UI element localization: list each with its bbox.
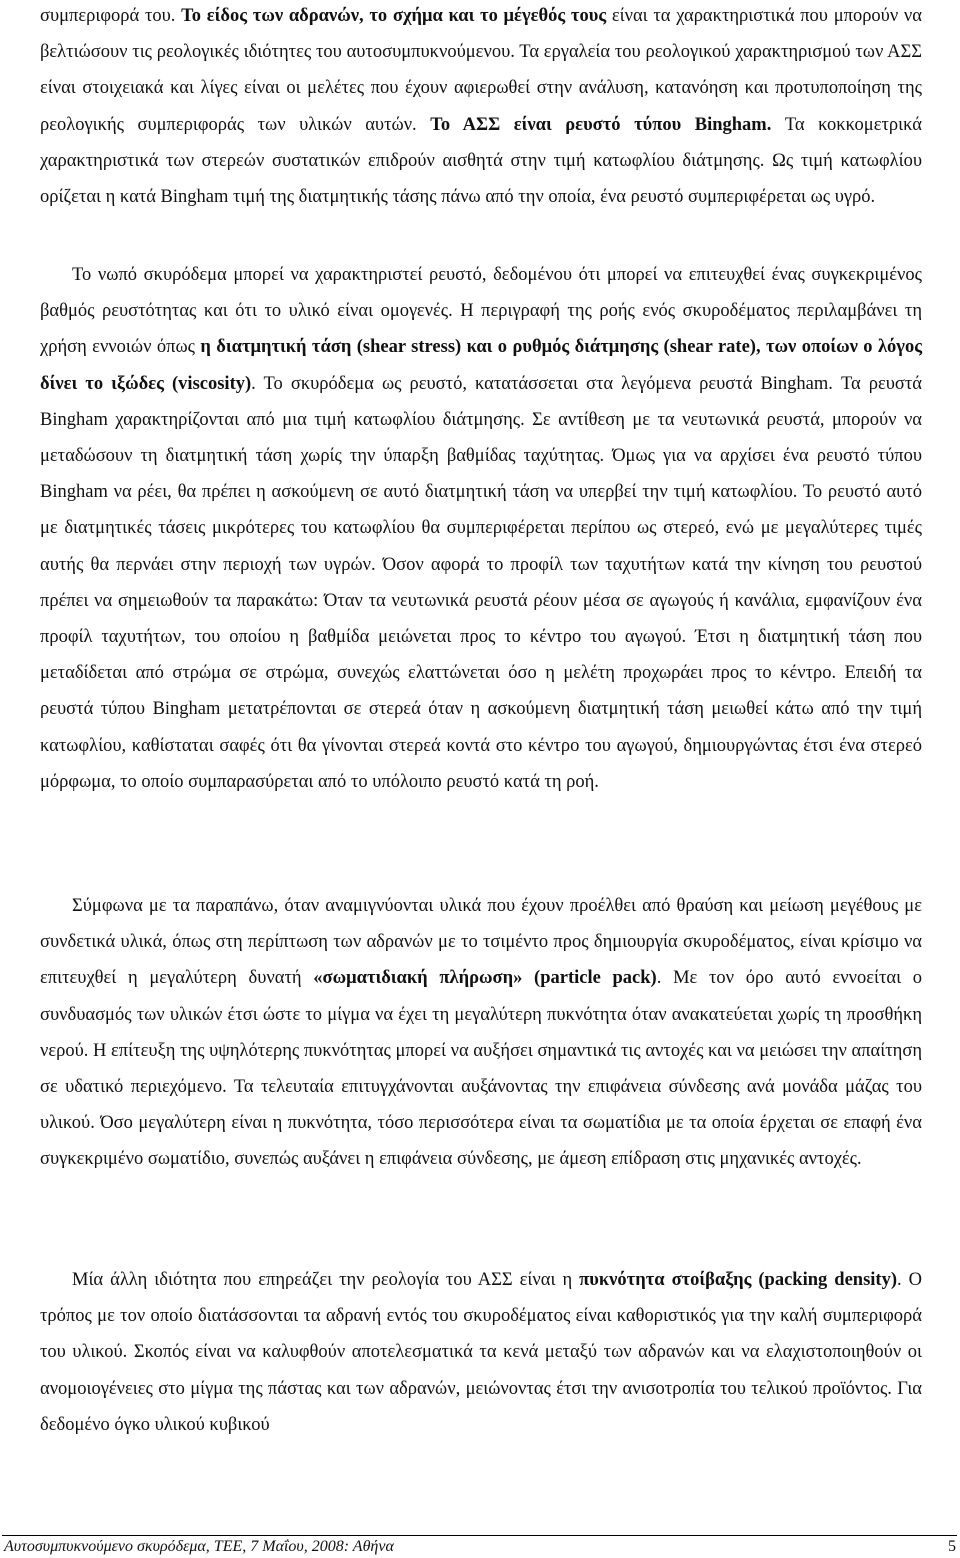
page-number: 5 [948,1538,956,1555]
paragraph-2 [40,257,922,800]
footer-title: Αυτοσυμπυκνούμενο σκυρόδεμα, ΤΕΕ, 7 Μαΐου, 2008: Αθήνα [4,1538,394,1555]
text-run: Το νωπό σκυρόδεμα μπορεί να χαρακτηριστεί ρευστό, δεδομένου ότι μπορεί να επιτευχθεί ένας συγκεκριμένος βαθμός ρευστότητας και ότι το υλικό είναι ομογενές. Η περιγραφή της ροής ενός σκυροδέματος περιλαμβάνει τη χρήση εννοιών όπως [40,265,922,358]
text-run: Σύμφωνα με τα παραπάνω, όταν αναμιγνύονται υλικά που έχουν προέλθει από θραύση και μείωση μεγέθους με συνδετικά υλικά, όπως στη περίπτωση των αδρανών με το τσιμέντο προς δημιουργία σκυροδέματος, είναι κρίσιμο να επιτευχθεί η μεγαλύτερη δυνατή [40,896,922,989]
text-run: Τα κοκκομετρικά χαρακτηριστικά των στερεών συστατικών επιδρούν αισθητά στην τιμή κατωφλίου διάτμησης. Ως τιμή κατωφλίου ορίζεται η κατά Bingham τιμή της διατμητικής τάσης πάνω από την οποία, ένα ρευστό συμπεριφέρεται ως υγρό. [40,114,922,208]
bold-text-run: η διατμητική τάση (shear stress) και ο ρυθμός διάτμησης (shear rate), των οποίων ο λόγος δίνει το ιξώδες (viscosity) [40,337,922,394]
paragraph-4 [40,1262,922,1443]
text-run: . Το σκυρόδεμα ως ρευστό, κατατάσσεται στα λεγόμενα ρευστά Bingham. Τα ρευστά Bingham χαρακτηρίζονται από μια τιμή κατωφλίου διάτμησης. Σε αντίθεση με τα νευτωνικά ρευστά, μπορούν να μεταδώσουν τη διατμητική τάση χωρίς την ύπαρξη βαθμίδας ταχύτητας. Όμως για να αρχίσει ένα ρευστό τύπου Bingham να ρέει, θα πρέπει η ασκούμενη σε αυτό διατμητική τάση να υπερβεί την τιμή κατωφλίου. Το ρευστό αυτό με διατμητικές τάσεις μικρότερες του κατωφλίου θα συμπεριφέρεται περίπου ως στερεό, ενώ με μεγαλύτερες τιμές αυτής θα περνάει στην περιοχή των υγρών. Όσον αφορά το προφίλ των ταχυτήτων κατά την κίνηση του ρευστού πρέπει να σημειωθούν τα παρακάτω: Όταν τα νευτωνικά ρευστά ρέουν μέσα σε αγωγούς ή κανάλια, εμφανίζουν ένα προφίλ ταχυτήτων, του οποίου η βαθμίδα μειώνεται προς το κέντρο του αγωγού. Έτσι η διατμητική τάση που μεταδίδεται από στρώμα σε στρώμα, συνεχώς ελαττώνεται όσο η μελέτη προχωράει προς το κέντρο. Επειδή τα ρευστά τύπου Bingham μετατρέπονται σε στερεά όταν η ασκούμενη διατμητική τάση μειωθεί κάτω από την τιμή κατωφλίου, καθίσταται σαφές ότι θα γίνονται στερεά κοντά στο κέντρο του αγωγού, δημιουργώντας έτσι ένα στερεό μόρφωμα, το οποίο συμπαρασύρεται από το υπόλοιπο ρευστό κατά τη ροή. [40,373,923,792]
footer-divider [2,1535,957,1536]
text-run: Μία άλλη ιδιότητα που επηρεάζει την ρεολογία του ΑΣΣ είναι η [72,1270,580,1290]
bold-text-run: Το ΑΣΣ είναι ρευστό τύπου Bingham. [430,114,772,135]
page-footer [4,1537,956,1557]
text-run: . Ο τρόπος με τον οποίο διατάσσονται τα αδρανή εντός του σκυροδέματος είναι καθοριστικός για την καλή συμπεριφορά του υλικού. Σκοπός είναι να καλυφθούν αποτελεσματικά τα κενά μεταξύ των αδρανών και να ελαχιστοποιηθούν οι ανομοιογένειες στο μίγμα της πάστας και των αδρανών, μειώνοντας έτσι την ανισοτροπία του τελικού προϊόντος. Για δεδομένο όγκο υλικού κυβικού [40,1270,922,1435]
paragraph-1 [40,0,922,215]
text-run: . Με τον όρο αυτό εννοείται ο συνδυασμός των υλικών έτσι ώστε το μίγμα να έχει τη μεγαλύτερη πυκνότητα όταν ανακατεύεται χωρίς τη προσθήκη νερού. Η επίτευξη της υψηλότερης πυκνότητας μπορεί να αυξήσει σημαντικά τις αντοχές και να μειώσει την απαίτηση σε υδατικό περιεχόμενο. Τα τελευταία επιτυγχάνονται αυξάνοντας την επιφάνεια σύνδεσης ανά μονάδα μάζας του υλικού. Όσο μεγαλύτερη είναι η πυκνότητα, τόσο περισσότερα είναι τα σωματίδια με τα οποία έρχεται σε επαφή ένα συγκεκριμένο σωματίδιο, συνεπώς αυξάνει η επιφάνεια σύνδεσης, με άμεση επίδραση στις μηχανικές αντοχές. [40,968,923,1170]
bold-text-run: Το είδος των αδρανών, το σχήμα και το μέγεθός τους [181,6,607,26]
paragraph-3 [40,888,922,1178]
bold-text-run: «σωματιδιακή πλήρωση» (particle pack) [313,968,657,989]
bold-text-run: πυκνότητα στοίβαξης (packing density) [579,1270,897,1290]
text-run: είναι τα χαρακτηριστικά που μπορούν να βελτιώσουν τις ρεολογικές ιδιότητες του αυτοσυμπυκνούμενου. Τα εργαλεία του ρεολογικού χαρακτηρισμού των ΑΣΣ είναι στοιχειακά και λίγες είναι οι μελέτες που έχουν αφιερωθεί στην ανάλυση, κατανόηση και προτυποποίηση της ρεολογικής συμπεριφοράς των υλικών αυτών. [40,6,922,135]
text-run: συμπεριφορά του. [40,6,182,26]
